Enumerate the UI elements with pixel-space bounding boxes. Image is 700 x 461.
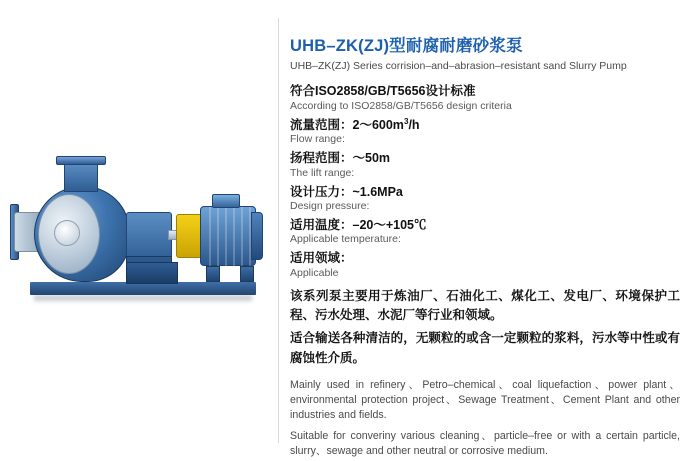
product-image-pane — [0, 0, 278, 461]
spec-lift-range-en: The lift range: — [290, 166, 355, 179]
spec-design-pressure-cn: 设计压力：~1.6MPa — [290, 184, 403, 199]
motor-foot-right — [240, 266, 254, 282]
motor-foot-left — [206, 266, 220, 282]
spec-flow-range-cn: 流量范围：$2\sim 600m^3/h$ — [290, 116, 420, 132]
spec-flow-range-en: Flow range: — [290, 133, 345, 146]
bearing-bracket — [126, 212, 172, 260]
volute-hub — [54, 220, 80, 246]
standard-label-en: According to ISO2858/GB/T5656 design criteria — [290, 99, 512, 112]
discharge-nozzle — [64, 162, 98, 192]
product-title: UHB–ZK(ZJ)型耐腐耐磨砂浆泵 — [290, 37, 523, 55]
standard-label-cn: 符合ISO2858/GB/T5656设计标准 — [290, 84, 476, 99]
spec-application-en: Applicable — [290, 266, 339, 279]
coupling-guard — [176, 214, 202, 258]
spec-temperature-cn: 适用温度：–20～+105℃ — [290, 217, 427, 232]
description-cn-paragraph-1: 该系列泵主要用于炼油厂、石油化工、煤化工、发电厂、环境保护工程、污水处理、水泥厂等行业和领域。 — [290, 288, 680, 322]
electric-motor — [200, 206, 256, 266]
description-en-paragraph-2: Suitable for converiny various cleaning、particle–free or with a certain particle, slurry、sewage and other neutral or corrosive medium. — [290, 430, 680, 458]
pump-pedestal — [126, 262, 178, 284]
flow-unit-exponent: 3 — [403, 116, 409, 126]
product-subtitle: UHB–ZK(ZJ) Series corrision–and–abrasion–resistant sand Slurry Pump — [290, 59, 627, 72]
motor-end-cap — [251, 212, 263, 260]
description-cn-paragraph-2: 适合输送各种清洁的，无颗粒的或含一定颗粒的浆料，污水等中性或有腐蚀性介质。 — [290, 331, 680, 365]
product-info-pane — [290, 0, 690, 461]
motor-terminal-box — [212, 194, 240, 208]
pump-illustration — [8, 150, 270, 330]
vertical-divider — [278, 18, 279, 443]
spec-lift-range-cn: 扬程范围：～50m — [290, 151, 391, 166]
discharge-flange — [56, 156, 106, 165]
description-en-paragraph-1: Mainly used in refinery、Petro–chemical、coal liquefaction、power plant、environmental protection project、Sewage Treatment、Cement Plant and other industries and fields. — [290, 379, 680, 422]
spec-application-cn: 适用领域： — [290, 251, 353, 266]
spec-design-pressure-en: Design pressure: — [290, 200, 370, 212]
base-shadow — [34, 295, 252, 301]
spec-temperature-en: Applicable temperature: — [290, 233, 401, 246]
